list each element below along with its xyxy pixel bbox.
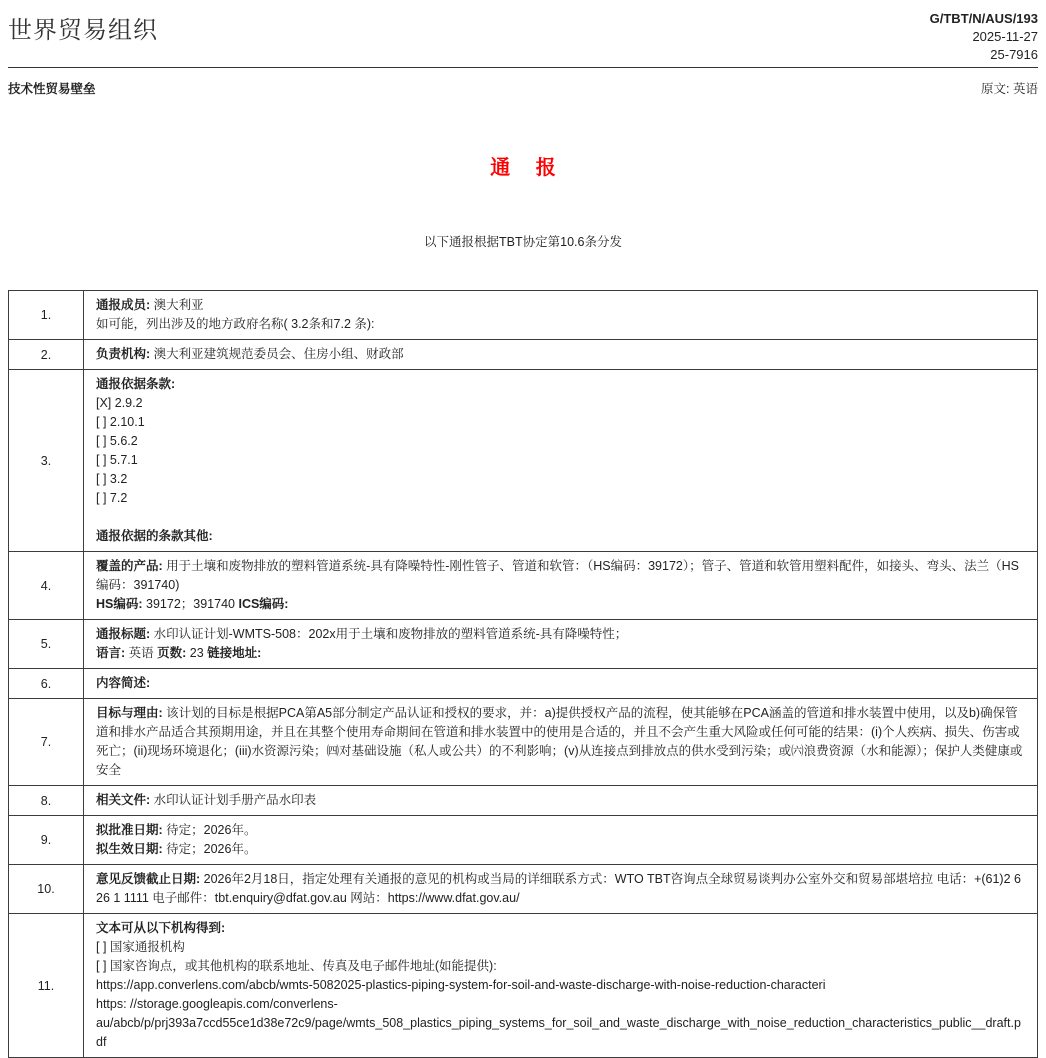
text-line: [ ] 3.2 — [96, 472, 128, 486]
table-row — [9, 699, 1038, 786]
text-line: 文本可从以下机构得到: — [96, 921, 226, 935]
document-header — [8, 8, 1038, 64]
row-number: 9. — [9, 816, 84, 865]
row-number: 10. — [9, 865, 84, 914]
row-content — [84, 620, 1038, 669]
row-content — [84, 699, 1038, 786]
notification-table — [8, 290, 1038, 1058]
table-row — [9, 620, 1038, 669]
row-content — [84, 865, 1038, 914]
text-line: au/abcb/p/prj393a7ccd55ce1d38e72c9/page/wmts_508_plastics_piping_systems_for_soil_and_waste_discharge_with_noise_reduction_characteristics_public__draft.pdf — [96, 1016, 1021, 1049]
text-line: 语言: 英语 页数: 23 链接地址: — [96, 646, 262, 660]
table-row — [9, 291, 1038, 340]
row-number: 6. — [9, 669, 84, 699]
row-number: 11. — [9, 914, 84, 1058]
text-line: [ ] 5.7.1 — [96, 453, 138, 467]
document-number: G/TBT/N/AUS/193 — [929, 11, 1038, 26]
row-number: 2. — [9, 340, 84, 370]
text-line: 相关文件: 水印认证计划手册产品水印表 — [96, 793, 317, 807]
text-line: HS编码: 39172；391740 ICS编码: — [96, 597, 289, 611]
table-row — [9, 786, 1038, 816]
text-line: 意见反馈截止日期: 2026年2月18日，指定处理有关通报的意见的机构或当局的详细联系方式：WTO TBT咨询点全球贸易谈判办公室外交和贸易部堪培拉 电话：+(61)2 626 1 1111 电子邮件：tbt.enquiry@dfat.gov.au 网站：https://www.dfat.gov.au/ — [96, 872, 1021, 905]
table-row — [9, 370, 1038, 552]
text-line: 覆盖的产品: 用于土壤和废物排放的塑料管道系统-具有降噪特性-刚性管子、管道和软管：（HS编码：39172）；管子、管道和软管用塑料配件，如接头、弯头、法兰（HS编码：391740) — [96, 559, 1019, 592]
row-number: 7. — [9, 699, 84, 786]
table-row — [9, 816, 1038, 865]
row-content — [84, 340, 1038, 370]
text-line: [ ] 7.2 — [96, 491, 128, 505]
table-row — [9, 669, 1038, 699]
row-number: 5. — [9, 620, 84, 669]
text-line: https://app.converlens.com/abcb/wmts-5082025-plastics-piping-system-for-soil-and-waste-discharge-with-noise-reduction-characteri — [96, 978, 826, 992]
row-content — [84, 816, 1038, 865]
row-number: 8. — [9, 786, 84, 816]
notice-subtitle: 以下通报根据TBT协定第10.6条分发 — [424, 235, 622, 249]
text-line: 内容简述: — [96, 676, 151, 690]
text-line — [96, 508, 1025, 527]
text-line: 通报依据的条款其他: — [96, 529, 213, 543]
text-line: https: //storage.googleapis.com/converlens- — [96, 997, 338, 1011]
text-line: [ ] 国家通报机构 — [96, 940, 185, 954]
document-serial: 25-7916 — [990, 47, 1038, 62]
document-date: 2025-11-27 — [972, 29, 1038, 44]
row-content — [84, 914, 1038, 1058]
row-content — [84, 291, 1038, 340]
original-language: 原文: 英语 — [981, 82, 1038, 96]
table-row — [9, 552, 1038, 620]
committee-name: 技术性贸易壁垒 — [8, 82, 96, 96]
text-line: 通报成员: 澳大利亚 — [96, 298, 204, 312]
document-meta — [930, 10, 1038, 64]
organization-title: 世界贸易组织 — [8, 17, 158, 44]
row-number: 4. — [9, 552, 84, 620]
text-line: [ ] 国家咨询点，或其他机构的联系地址、传真及电子邮件地址(如能提供): — [96, 959, 497, 973]
text-line: [ ] 5.6.2 — [96, 434, 138, 448]
table-row — [9, 340, 1038, 370]
header-divider — [8, 67, 1038, 68]
text-line: 通报依据条款: — [96, 377, 176, 391]
text-line: 负责机构: 澳大利亚建筑规范委员会、住房小组、财政部 — [96, 347, 404, 361]
document-subheader — [8, 79, 1038, 97]
row-number: 1. — [9, 291, 84, 340]
table-row — [9, 865, 1038, 914]
row-content — [84, 669, 1038, 699]
text-line: 拟生效日期: 待定；2026年。 — [96, 842, 257, 856]
text-line: 目标与理由: 该计划的目标是根据PCA第A5部分制定产品认证和授权的要求，并：a)提供授权产品的流程，使其能够在PCA涵盖的管道和排水装置中使用，以及b)确保管道和排水产品适合其预期用途，并且在其整个使用寿命期间在管道和排水装置中的使用是合适的，并且不会产生重大风险或任何可能的结果：(i)个人疾病、损失、伤害或死亡；(ii)现场环境退化；(iii)水资源污染；㈣对基础设施（私人或公共）的不利影响；(v)从连接点到排放点的供水受到污染；或㈥浪费资源（水和能源）；保护人类健康或安全 — [96, 706, 1023, 777]
row-content — [84, 786, 1038, 816]
row-content — [84, 552, 1038, 620]
text-line: [X] 2.9.2 — [96, 396, 143, 410]
row-content — [84, 370, 1038, 552]
row-number: 3. — [9, 370, 84, 552]
text-line: 通报标题: 水印认证计划-WMTS-508：202x用于土壤和废物排放的塑料管道系统-具有降噪特性； — [96, 627, 628, 641]
text-line: [ ] 2.10.1 — [96, 415, 145, 429]
text-line: 拟批准日期: 待定；2026年。 — [96, 823, 257, 837]
notice-title: 通 报 — [490, 157, 566, 179]
table-row — [9, 914, 1038, 1058]
text-line: 如可能，列出涉及的地方政府名称( 3.2条和7.2 条): — [96, 317, 375, 331]
